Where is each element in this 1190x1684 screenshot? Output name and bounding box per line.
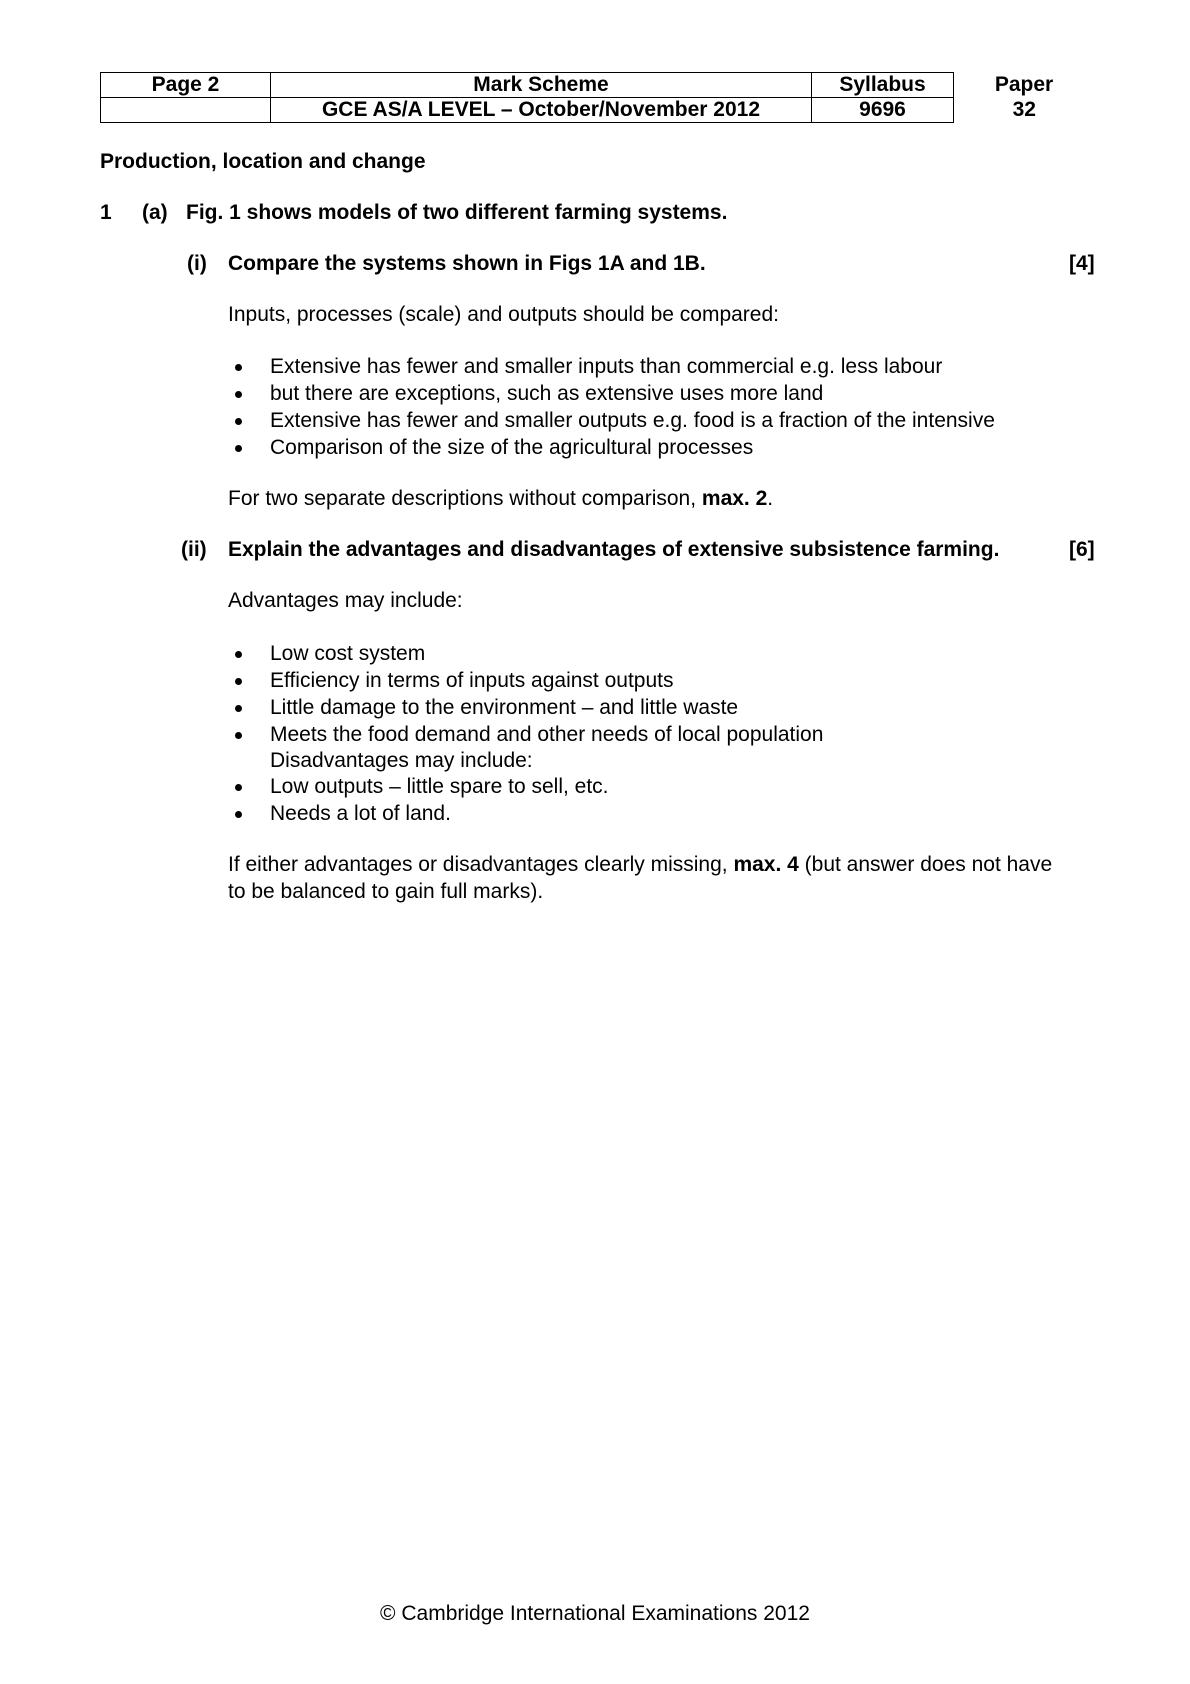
sub-question-i-marks: [4] [1069,252,1095,275]
bullet-dot [235,418,242,425]
question-stem: Fig. 1 shows models of two different farming systems. [186,201,728,224]
bullet-dot [235,391,242,398]
list-item: Low cost system [270,642,426,665]
paper-label: Paper [994,73,1054,96]
header-table [100,72,1095,123]
section-title: Production, location and change [100,150,426,173]
header-subtitle: GCE AS/A LEVEL – October/November 2012 [271,98,812,123]
list-item: Meets the food demand and other needs of local population [270,723,824,746]
note-end: . [767,487,774,510]
bullet-dot [235,445,242,452]
disadvantages-label: Disadvantages may include: [270,749,533,772]
header-empty-cell [101,98,271,123]
bullet-dot [235,732,242,739]
page-number: Page 2 [101,73,271,98]
bullet-dot [235,811,242,818]
bullet-dot [235,364,242,371]
sub-question-ii-note-line2: to be balanced to gain full marks). [228,880,544,903]
sub-question-i-label: (i) [187,252,207,275]
footer-copyright: © Cambridge International Examinations 2012 [380,1602,810,1625]
sub-question-ii-note [228,853,1052,877]
sub-question-ii-marks: [6] [1069,538,1095,561]
bullet-dot [235,784,242,791]
question-number: 1 [100,201,112,224]
note-text-continued: (but answer does not have [798,853,1053,876]
sub-question-ii-intro: Advantages may include: [228,589,463,612]
sub-question-ii-prompt: Explain the advantages and disadvantages of extensive subsistence farming. [228,538,1000,561]
note-max-marks: max. 2 [701,487,768,510]
sub-question-i-intro: Inputs, processes (scale) and outputs should be compared: [228,303,779,326]
list-item: but there are exceptions, such as extensive uses more land [270,382,824,405]
bullet-dot [235,651,242,658]
header-title: Mark Scheme [271,73,812,98]
list-item: Comparison of the size of the agricultural processes [270,436,754,459]
note-max-marks: max. 4 [733,853,799,876]
note-text: If either advantages or disadvantages clearly missing, [228,853,734,876]
question-part: (a) [142,201,168,224]
list-item: Efficiency in terms of inputs against outputs [270,669,674,692]
bullet-dot [235,705,242,712]
bullet-dot [235,678,242,685]
syllabus-value: 9696 [812,98,954,123]
note-text: For two separate descriptions without comparison, [228,487,702,510]
syllabus-label: Syllabus [812,73,954,98]
paper-value: 32 [1012,98,1036,121]
list-item: Extensive has fewer and smaller outputs e.g. food is a fraction of the intensive [270,409,995,432]
list-item: Low outputs – little spare to sell, etc. [270,775,609,798]
sub-question-i-prompt: Compare the systems shown in Figs 1A and 1B. [228,252,706,275]
sub-question-i-note [228,487,773,511]
list-item: Needs a lot of land. [270,802,451,825]
sub-question-ii-label: (ii) [181,538,207,561]
list-item: Little damage to the environment – and little waste [270,696,739,719]
list-item: Extensive has fewer and smaller inputs than commercial e.g. less labour [270,355,943,378]
